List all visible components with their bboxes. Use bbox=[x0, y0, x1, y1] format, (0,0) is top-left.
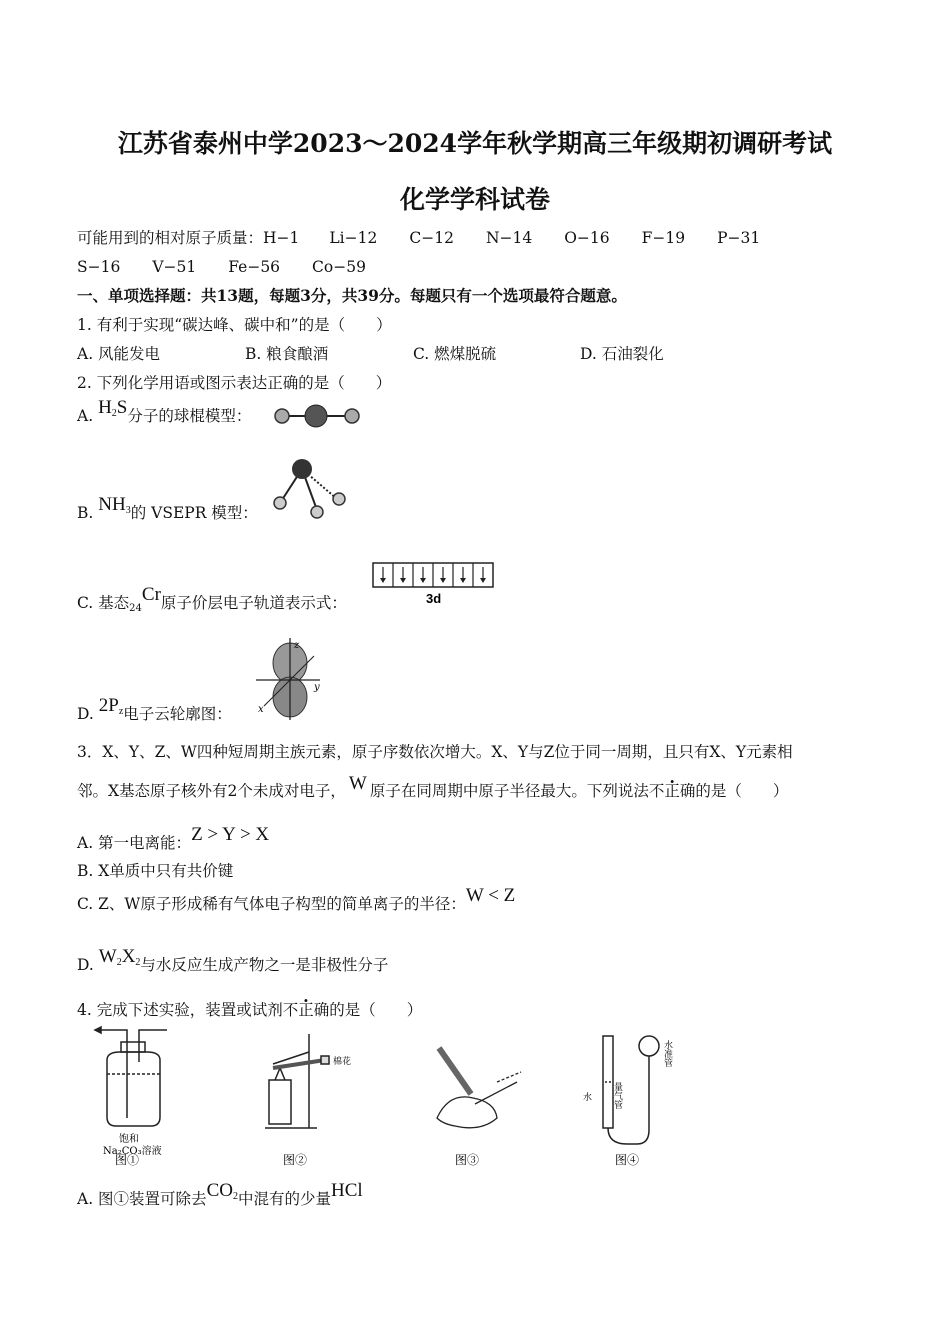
q2-a-prefix: A. bbox=[77, 407, 94, 425]
axis-y-label: y bbox=[314, 682, 320, 693]
q4-a-text: 中混有的少量 bbox=[237, 1190, 331, 1208]
atomic-mass-row2 bbox=[77, 257, 366, 277]
q3-d-prefix: D. bbox=[77, 956, 94, 974]
q2-d-sub: z bbox=[118, 706, 124, 717]
axis-x-label: x bbox=[258, 704, 264, 715]
mass-o: O−16 bbox=[564, 229, 610, 247]
q2-b-sub: 3 bbox=[125, 505, 131, 516]
q3-line2-part2: 原子在同周期中原子半径最大。下列说法 bbox=[369, 782, 649, 800]
fig4-label-burette: 量气管 bbox=[612, 1082, 622, 1109]
2pz-electron-cloud-diagram bbox=[246, 636, 330, 722]
q4-a-formula bbox=[207, 1180, 238, 1201]
q3-a-text: A. 第一电离能： bbox=[77, 834, 192, 852]
cr-3d-label: 3d bbox=[426, 591, 442, 606]
q3-a-formula: Z > Y > X bbox=[191, 824, 270, 845]
cr-3d-orbital-diagram bbox=[372, 562, 496, 606]
atomic-mass-label: 可能用到的相对原子质量： bbox=[77, 229, 264, 247]
q2-option-b bbox=[77, 494, 258, 529]
q4-apparatus-figures bbox=[77, 1022, 687, 1170]
mass-c: C−12 bbox=[409, 229, 454, 247]
q2-b-text: 的 VSEPR 模型： bbox=[130, 504, 258, 522]
q2-c-text: 原子价层电子轨道表示式： bbox=[160, 594, 347, 612]
q2-option-c bbox=[77, 584, 347, 619]
nh3-vsepr-model bbox=[262, 455, 350, 523]
q1-option-d: D. 石油裂化 bbox=[580, 345, 664, 363]
q3-stem-line1: 3．X、Y、Z、W四种短周期主族元素，原子序数依次增大。X、Y与Z位于同一周期，且只有X、Y元素相 bbox=[77, 743, 793, 761]
q2-d-text: 电子云轮廓图： bbox=[123, 705, 232, 723]
q3-option-b: B. X单质中只有共价键 bbox=[77, 862, 234, 880]
q4-stem bbox=[77, 1000, 422, 1020]
mass-v: V−51 bbox=[152, 258, 197, 276]
q2-c-prefix: C. 基态 bbox=[77, 594, 130, 612]
q4-a-sub: 2 bbox=[232, 1191, 238, 1202]
fig2-label-cotton: 棉花 bbox=[333, 1057, 352, 1067]
figure-3-hand-tube bbox=[437, 1048, 521, 1128]
q3-line2-part3: 的是（ ） bbox=[695, 782, 789, 800]
q2-option-d bbox=[77, 695, 232, 730]
q3-emph-text: 不正确 bbox=[648, 782, 696, 800]
q3-d-text: 与水反应生成产物之一是非极性分子 bbox=[140, 956, 389, 974]
axis-z-label: z bbox=[294, 640, 300, 651]
q4-emph-text: 不正确 bbox=[282, 1001, 330, 1019]
q2-d-formula bbox=[99, 695, 124, 716]
q2-a-sub: 2 bbox=[111, 408, 117, 419]
q3-option-d bbox=[77, 946, 389, 981]
q4-emphasis bbox=[283, 1001, 330, 1019]
q3-line2-part1: 邻。X基态原子核外有2个未成对电子， bbox=[77, 782, 346, 800]
fig4-label-leveling-tube: 水准管 bbox=[662, 1040, 672, 1067]
caption-fig-4: 图④ bbox=[615, 1153, 640, 1167]
q3-c-formula: W < Z bbox=[465, 885, 516, 906]
q1-option-c: C. 燃煤脱硫 bbox=[413, 345, 497, 363]
q2-d-2p: 2P bbox=[98, 695, 119, 716]
q4-stem-part1: 4. 完成下述实验，装置或试剂 bbox=[77, 1001, 283, 1019]
mass-li: Li−12 bbox=[329, 229, 378, 247]
q2-stem: 2. 下列化学用语或图示表达正确的是（ ） bbox=[77, 374, 392, 392]
caption-fig-2: 图② bbox=[283, 1153, 308, 1167]
q2-a-h: H bbox=[98, 397, 112, 418]
caption-fig-1: 图① bbox=[115, 1153, 140, 1167]
q3-option-c bbox=[77, 885, 516, 914]
q2-d-prefix: D. bbox=[77, 705, 94, 723]
q3-d-w: W bbox=[98, 946, 117, 967]
q4-stem-part2: 的是（ ） bbox=[329, 1001, 423, 1019]
q4-option-a bbox=[77, 1180, 363, 1215]
q1-stem: 1. 有利于实现“碳达峰、碳中和”的是（ ） bbox=[77, 316, 392, 334]
q2-a-text: 分子的球棍模型： bbox=[127, 407, 252, 425]
figure-1-gas-washing-bottle bbox=[95, 1027, 167, 1126]
exam-subtitle: 化学学科试卷 bbox=[399, 185, 550, 214]
mass-f: F−19 bbox=[641, 229, 686, 247]
q4-a-co: CO bbox=[206, 1180, 233, 1201]
q2-b-formula bbox=[98, 494, 130, 515]
section-heading: 一、单项选择题：共13题，每题3分，共39分。每题只有一个选项最符合题意。 bbox=[77, 286, 627, 305]
fig1-label-solution: Na₂CO₃溶液 bbox=[103, 1146, 162, 1157]
q2-b-prefix: B. bbox=[77, 504, 94, 522]
q3-c-text: C. Z、W原子形成稀有气体电子构型的简单离子的半径： bbox=[77, 895, 466, 913]
q2-b-nh: NH bbox=[98, 494, 126, 515]
q2-option-a bbox=[77, 397, 252, 432]
fig4-label-water: 水 bbox=[583, 1093, 593, 1103]
q2-c-formula: Cr bbox=[141, 584, 161, 605]
mass-fe: Fe−56 bbox=[228, 258, 281, 276]
figure-2-heating-apparatus bbox=[265, 1034, 329, 1128]
q3-d-x: X bbox=[121, 946, 136, 967]
q2-a-s: S bbox=[116, 397, 128, 418]
mass-s: S−16 bbox=[77, 258, 121, 276]
mass-p: P−31 bbox=[717, 229, 761, 247]
exam-title: 江苏省泰州中学2023～2024学年秋学期高三年级期初调研考试 bbox=[117, 129, 833, 158]
mass-h: H−1 bbox=[263, 229, 300, 247]
q3-option-a bbox=[77, 824, 270, 853]
h2s-ball-stick-model bbox=[270, 402, 365, 432]
q3-d-formula bbox=[99, 946, 141, 967]
q1-option-b: B. 粮食酿酒 bbox=[245, 345, 329, 363]
mass-n: N−14 bbox=[485, 229, 533, 247]
q3-stem-line2 bbox=[77, 773, 789, 801]
mass-co: Co−59 bbox=[312, 258, 366, 276]
q2-a-formula bbox=[98, 397, 127, 418]
q3-line2-w: W bbox=[348, 773, 367, 794]
q3-emphasis bbox=[649, 782, 696, 800]
atomic-mass-row1 bbox=[77, 228, 760, 248]
q3-d-sub1: 2 bbox=[116, 957, 122, 968]
q2-c-presub: 24 bbox=[129, 603, 142, 614]
caption-fig-3: 图③ bbox=[455, 1153, 480, 1167]
q1-option-a: A. 风能发电 bbox=[77, 345, 161, 363]
q4-a-prefix: A. 图①装置可除去 bbox=[77, 1190, 207, 1208]
fig1-label-saturated: 饱和 bbox=[119, 1134, 139, 1145]
q4-a-hcl: HCl bbox=[330, 1180, 363, 1201]
q3-d-sub2: 2 bbox=[135, 957, 141, 968]
